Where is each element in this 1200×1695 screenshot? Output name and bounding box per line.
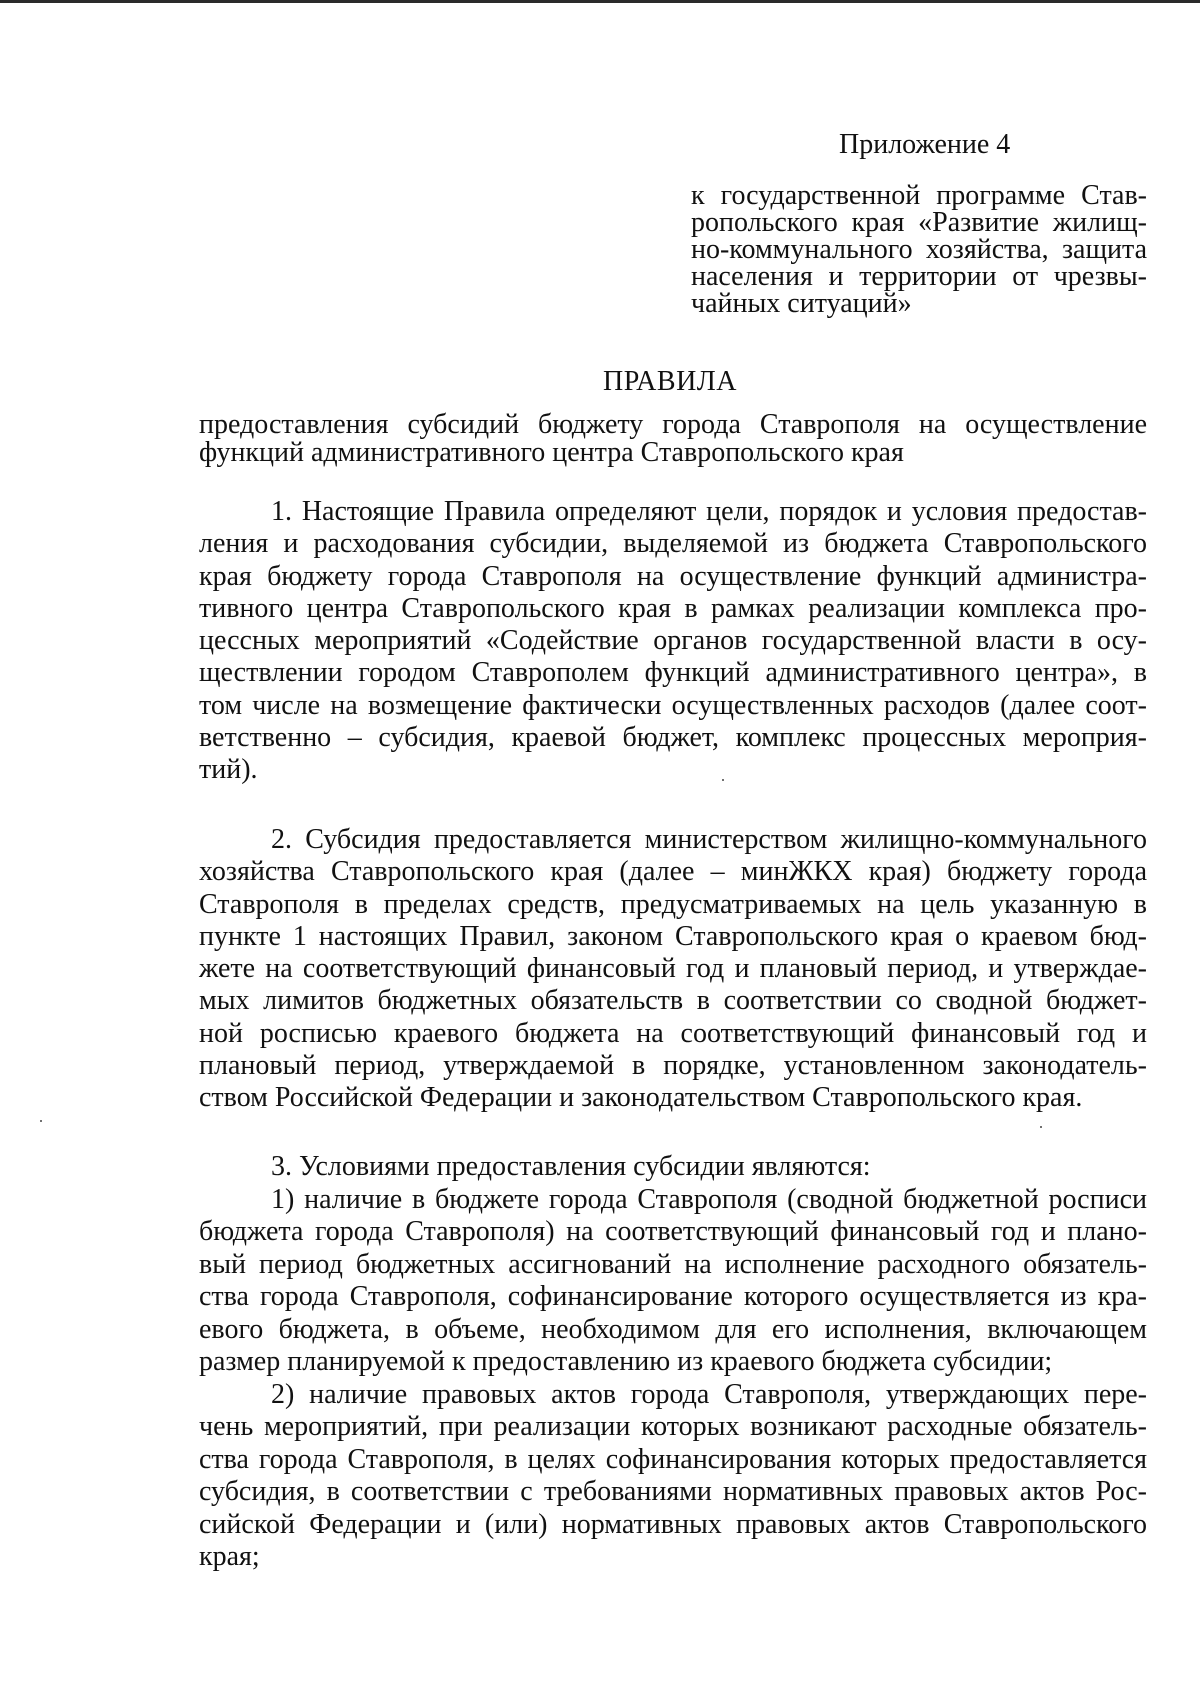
- paragraph-line: тивного центра Ставропольского края в рамках реализации комплекса про-: [199, 592, 1147, 624]
- paragraph-line: 2. Субсидия предоставляется министерством жилищно-коммунального: [271, 824, 1147, 855]
- paragraph-line: 3. Условиями предоставления субсидии являются:: [271, 1151, 871, 1182]
- document-subtitle-line: предоставления субсидий бюджету города Ставрополя на осуществление: [199, 409, 1147, 440]
- paragraph-2: [199, 824, 1147, 1115]
- paragraph-line: субсидия, в соответствии с требованиями нормативных правовых актов Рос-: [199, 1476, 1147, 1507]
- paragraph-line: вый период бюджетных ассигнований на исполнение расходного обязатель-: [199, 1248, 1147, 1280]
- paragraph-line: 1. Настоящие Правила определяют цели, порядок и условия предостав-: [271, 496, 1147, 527]
- paragraph-line: ществлении городом Ставрополем функций административного центра», в: [199, 657, 1147, 689]
- paragraph-line: ной росписью краевого бюджета на соответствующий финансовый год и: [199, 1017, 1147, 1049]
- paragraph-3: [199, 1151, 1147, 1574]
- paragraph-line: ства города Ставрополя, софинансирование которого осуществляется из кра-: [199, 1281, 1147, 1312]
- paragraph-line: тий).: [199, 754, 258, 786]
- appendix-subtitle-line: но-коммунального хозяйства, защита: [691, 234, 1147, 265]
- paragraph-line: евого бюджета, в объеме, необходимом для его исполнения, включающем: [199, 1313, 1147, 1345]
- paragraph-line: ства города Ставрополя, в целях софинансирования которых предоставляется: [199, 1443, 1147, 1475]
- paragraph-line: пункте 1 настоящих Правил, законом Ставропольского края о краевом бюд-: [199, 920, 1147, 952]
- appendix-subtitle-line: населения и территории от чрезвы-: [691, 261, 1147, 292]
- paragraph-line: чень мероприятий, при реализации которых возникают расходные обязатель-: [199, 1411, 1147, 1442]
- scan-speck: [722, 779, 724, 781]
- paragraph-line: ством Российской Федерации и законодательством Ставропольского края.: [199, 1082, 1083, 1114]
- appendix-subtitle-line: к государственной программе Став-: [691, 180, 1147, 211]
- paragraph-line: 1) наличие в бюджете города Ставрополя (сводной бюджетной росписи: [271, 1183, 1147, 1215]
- document-subtitle-line: функций административного центра Ставропольского края: [199, 437, 904, 468]
- scan-speck: [1040, 1126, 1042, 1128]
- paragraph-line: плановый период, утверждаемой в порядке, установленном законодатель-: [199, 1050, 1147, 1082]
- paragraph-line: ветственно – субсидия, краевой бюджет, комплекс процессных мероприя-: [199, 722, 1147, 754]
- paragraph-line: хозяйства Ставропольского края (далее – минЖКХ края) бюджету города: [199, 856, 1147, 888]
- paragraph-line: края;: [199, 1541, 260, 1572]
- paragraph-line: сийской Федерации и (или) нормативных правовых актов Ставропольского: [199, 1508, 1147, 1540]
- paragraph-line: размер планируемой к предоставлению из краевого бюджета субсидии;: [199, 1346, 1053, 1377]
- document-subtitle: [199, 411, 1147, 467]
- paragraph-line: жете на соответствующий финансовый год и плановый период, и утверждае-: [199, 953, 1147, 985]
- appendix-subtitle-line: ропольского края «Развитие жилищ-: [691, 207, 1147, 238]
- appendix-label: Приложение 4: [839, 129, 1011, 160]
- paragraph-line: бюджета города Ставрополя) на соответствующий финансовый год и плано-: [199, 1216, 1147, 1247]
- paragraph-1: [199, 496, 1147, 787]
- document-title: ПРАВИЛА: [602, 366, 738, 397]
- paragraph-line: 2) наличие правовых актов города Ставрополя, утверждающих пере-: [271, 1378, 1147, 1410]
- scan-speck: [40, 1120, 42, 1122]
- paragraph-line: ления и расходования субсидии, выделяемой из бюджета Ставропольского: [199, 528, 1147, 560]
- appendix-subtitle: [691, 182, 1147, 317]
- appendix-subtitle-line: чайных ситуаций»: [691, 288, 912, 319]
- paragraph-line: том числе на возмещение фактически осуществленных расходов (далее соот-: [199, 689, 1147, 721]
- top-border-line: [0, 0, 1200, 3]
- paragraph-line: мых лимитов бюджетных обязательств в соответствии со сводной бюджет-: [199, 985, 1147, 1017]
- paragraph-line: цессных мероприятий «Содействие органов государственной власти в осу-: [199, 625, 1147, 657]
- paragraph-line: Ставрополя в пределах средств, предусматриваемых на цель указанную в: [199, 888, 1147, 920]
- paragraph-line: края бюджету города Ставрополя на осуществление функций администра-: [199, 560, 1147, 592]
